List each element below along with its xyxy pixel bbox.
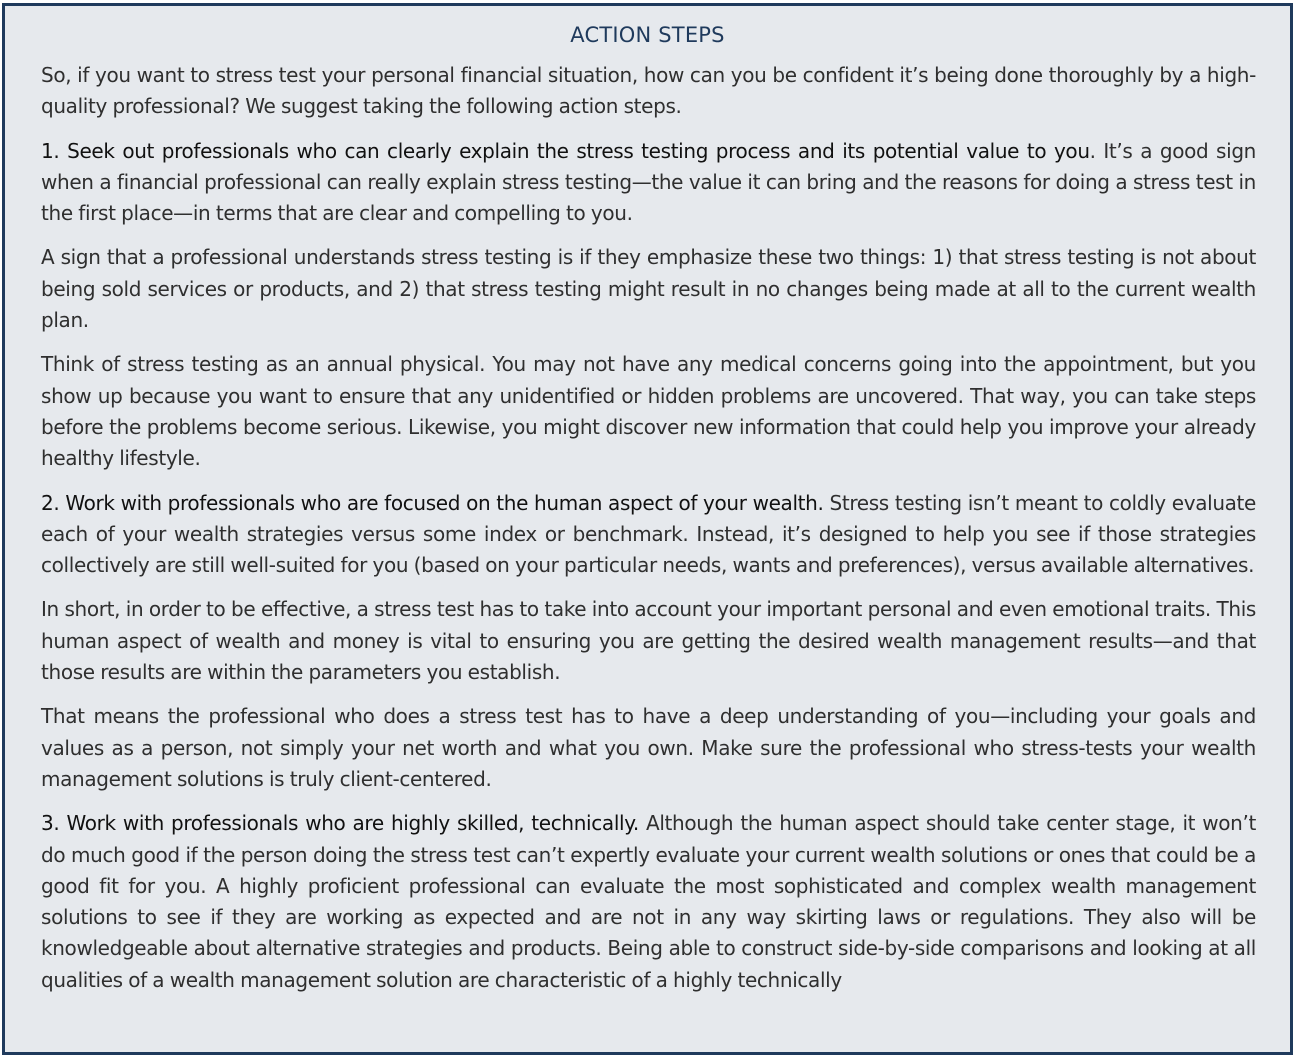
that-means-paragraph: That means the professional who does a stress test has to have a deep understanding of you—including your goals and values as a person, not simply your net worth and what you own. Make sure the professional who stress-tests your wealth management solutions is truly client-centered. xyxy=(41,704,1256,791)
step-1-body: . It’s a good sign when a financial professional can really explain stress testing—the value it can bring and the reasons for doing a stress test in the first place—in terms that are clear and compelling to you. xyxy=(41,138,1256,226)
step-3-lead: 3. Work with professionals who are highly skilled, technically. xyxy=(41,811,639,836)
step-1-paragraph xyxy=(41,136,1256,230)
section-heading: ACTION STEPS xyxy=(570,23,725,47)
physical-paragraph: Think of stress testing as an annual physical. You may not have any medical concerns going into the appointment, but you show up because you want to ensure that any unidentified or hidden problems are uncovered. That way, you can take steps before the problems become serious. Likewise, you might discover new information that could help you improve your already healthy lifestyle. xyxy=(41,352,1256,471)
intro-paragraph: So, if you want to stress test your personal financial situation, how can you be confident it’s being done thoroughly by a high-quality professional? We suggest taking the following action steps. xyxy=(41,63,1256,119)
step-2-lead: 2. Work with professionals who are focused on the human aspect of your wealth. xyxy=(41,490,824,515)
step-3-paragraph xyxy=(41,808,1256,996)
in-short-paragraph: In short, in order to be effective, a stress test has to take into account your important personal and even emotional traits. This human aspect of wealth and money is vital to ensuring you are getting the desired wealth management results—and that those results are within the parameters you establish. xyxy=(41,597,1256,685)
sign-paragraph: A sign that a professional understands stress testing is if they emphasize these two things: 1) that stress testing is not about being sold services or products, and 2) that stress testing might result in no changes being made at all to the current wealth plan. xyxy=(41,245,1256,333)
section-content xyxy=(5,60,1290,996)
action-steps-box xyxy=(2,3,1293,1055)
step-1-lead: 1. Seek out professionals who can clearly explain the stress testing process and its potential value to you xyxy=(41,138,1090,163)
step-2-body: Stress testing isn’t meant to coldly evaluate each of your wealth strategies versus some index or benchmark. Instead, it’s designed to help you see if those strategies collectively are still well-suited for you (based on your particular needs, wants and preferences), versus available alternatives. xyxy=(41,490,1256,578)
step-2-paragraph xyxy=(41,488,1256,582)
step-3-body: Although the human aspect should take center stage, it won’t do much good if the person doing the stress test can’t expertly evaluate your current wealth solutions or ones that could be a good fit for you. A highly proficient professional can evaluate the most sophisticated and complex wealth management solutions to see if they are working as expected and are not in any way skirting laws or regulations. They also will be knowledgeable about alternative strategies and products. Being able to construct side-by-side comparisons and looking at all qualities of a wealth management solution are characteristic of a highly technically xyxy=(41,811,1256,992)
